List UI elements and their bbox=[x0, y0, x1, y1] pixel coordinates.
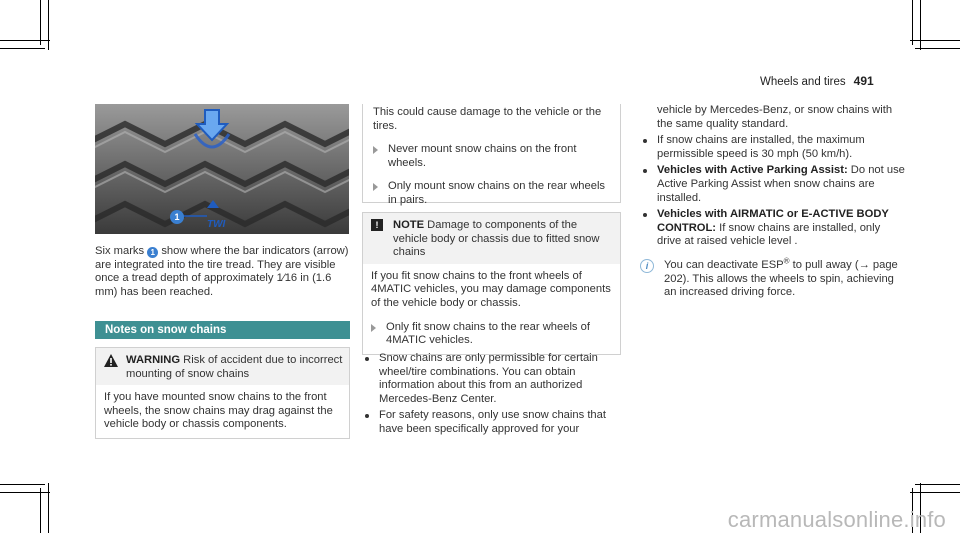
crop-mark bbox=[40, 0, 41, 45]
crop-mark bbox=[48, 0, 49, 50]
warning-box bbox=[95, 347, 350, 439]
list-item: Vehicles with Active Parking Assist: Do not use Active Parking Assist when snow chains are installed. bbox=[640, 164, 905, 205]
bullet-icon bbox=[643, 213, 647, 217]
bullet-icon bbox=[643, 139, 647, 143]
arrow-right-icon: → bbox=[858, 258, 870, 271]
crop-mark bbox=[915, 484, 960, 485]
crop-mark bbox=[910, 40, 960, 41]
step-arrow-icon bbox=[373, 183, 378, 191]
note-heading: Damage to components of the vehicle body or chassis due to fitted snow chains bbox=[393, 219, 600, 259]
info-item: i You can deactivate ESP® to pull away (→ page 202). This allows the wheels to spin, achieving an increased driving force. bbox=[640, 259, 905, 300]
warning-header bbox=[96, 348, 349, 385]
note-body: If you fit snow chains to the front wheels of 4MATIC vehicles, you may damage components of the vehicle body or chassis. bbox=[371, 269, 611, 309]
note-label: NOTE bbox=[393, 219, 425, 231]
crop-mark bbox=[0, 40, 50, 41]
section-name: Wheels and tires bbox=[760, 76, 846, 88]
crop-mark bbox=[915, 48, 960, 49]
crop-mark bbox=[48, 483, 49, 533]
figure-caption: Six marks 1 show where the bar indicators (arrow) are integrated into the tire tread. They are visible once a tread depth of approximately 1⁄16 in (1.6 mm) has been reached. bbox=[95, 245, 349, 298]
step-arrow-icon bbox=[373, 146, 378, 154]
step-item: Only mount snow chains on the rear wheels in pairs. bbox=[373, 180, 614, 207]
continued-text: This could cause damage to the vehicle or the tires. bbox=[373, 106, 602, 132]
bullet-icon bbox=[365, 414, 369, 418]
warning-label: WARNING bbox=[126, 354, 181, 366]
crop-mark bbox=[40, 488, 41, 533]
tire-tread-figure bbox=[95, 104, 349, 234]
callout-1: 1 bbox=[170, 210, 184, 224]
page-number: 491 bbox=[853, 74, 874, 88]
warning-icon bbox=[104, 354, 118, 367]
list-item: Snow chains are only permissible for certain wheel/tire combinations. You can obtain information about this from an authorized Mercedes-Benz Center. bbox=[362, 352, 620, 406]
continued-text: vehicle by Mercedes-Benz, or snow chains with the same quality standard. bbox=[657, 104, 893, 130]
list-item: For safety reasons, only use snow chains that have been specifically approved for your bbox=[362, 409, 620, 436]
fraction: 1⁄16 bbox=[276, 272, 298, 285]
crop-mark bbox=[920, 0, 921, 50]
step-item: Never mount snow chains on the front wheels. bbox=[373, 143, 614, 170]
warning-heading: Risk of accident due to incorrect mounting of snow chains bbox=[126, 354, 343, 380]
crop-mark bbox=[0, 484, 45, 485]
step-arrow-icon bbox=[371, 324, 376, 332]
bullet-list bbox=[362, 352, 620, 437]
crop-mark bbox=[0, 48, 45, 49]
step-item: Only fit snow chains to the rear wheels of 4MATIC vehicles. bbox=[371, 321, 614, 348]
twi-logo: TWI bbox=[207, 219, 226, 230]
list-item: If snow chains are installed, the maximum permissible speed is 30 mph (50 km/h). bbox=[640, 134, 905, 161]
info-icon: i bbox=[640, 259, 654, 273]
note-box bbox=[362, 212, 621, 355]
crop-mark bbox=[912, 0, 913, 45]
crop-mark bbox=[910, 492, 960, 493]
note-header bbox=[363, 213, 620, 264]
bullet-icon bbox=[643, 169, 647, 173]
callout-1-inline: 1 bbox=[147, 247, 158, 258]
watermark: carmanualsonline.info bbox=[727, 507, 946, 533]
crop-mark bbox=[0, 492, 50, 493]
note-icon: ! bbox=[371, 219, 383, 231]
warning-body: If you have mounted snow chains to the front wheels, the snow chains may drag against the vehicle body or chassis components. bbox=[104, 391, 333, 431]
section-title: Notes on snow chains bbox=[95, 321, 350, 339]
warning-box-continued bbox=[362, 104, 621, 206]
bullet-icon bbox=[365, 357, 369, 361]
list-item: Vehicles with AIRMATIC or E-ACTIVE BODY CONTROL: If snow chains are installed, only drive at raised vehicle level . bbox=[640, 208, 905, 249]
tire-tread-illustration bbox=[95, 104, 349, 234]
page-header bbox=[760, 75, 910, 90]
